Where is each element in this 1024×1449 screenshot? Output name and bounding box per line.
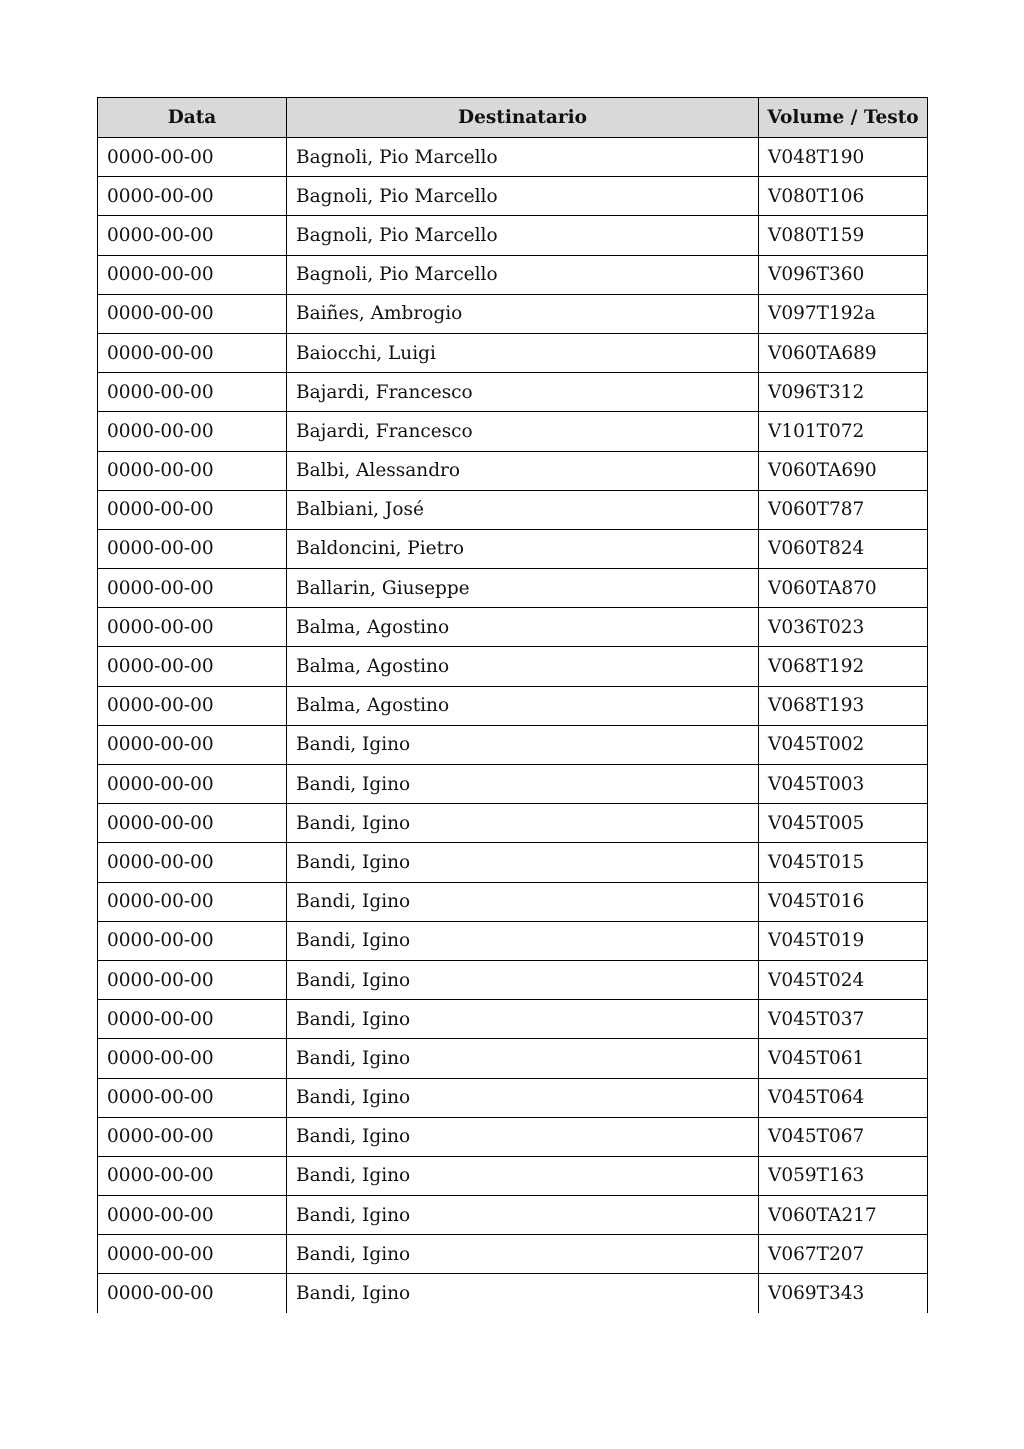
cell-volume-testo: V060T787 (759, 490, 928, 529)
cell-volume-testo: V060TA870 (759, 569, 928, 608)
table-row (98, 686, 928, 725)
cell-destinatario: Bajardi, Francesco (287, 412, 759, 451)
table-row (98, 451, 928, 490)
table-row (98, 843, 928, 882)
cell-destinatario: Balma, Agostino (287, 686, 759, 725)
cell-data: 0000-00-00 (98, 1078, 287, 1117)
table-row (98, 1235, 928, 1274)
cell-volume-testo: V059T163 (759, 1156, 928, 1195)
cell-data: 0000-00-00 (98, 1156, 287, 1195)
cell-volume-testo: V045T067 (759, 1117, 928, 1156)
cell-destinatario: Bandi, Igino (287, 843, 759, 882)
cell-destinatario: Bagnoli, Pio Marcello (287, 255, 759, 294)
cell-volume-testo: V096T312 (759, 373, 928, 412)
cell-volume-testo: V060TA690 (759, 451, 928, 490)
cell-data: 0000-00-00 (98, 177, 287, 216)
cell-volume-testo: V068T192 (759, 647, 928, 686)
cell-destinatario: Baiñes, Ambrogio (287, 294, 759, 333)
table-row (98, 490, 928, 529)
cell-destinatario: Bandi, Igino (287, 1039, 759, 1078)
cell-destinatario: Balma, Agostino (287, 647, 759, 686)
cell-destinatario: Bandi, Igino (287, 1156, 759, 1195)
cell-volume-testo: V060TA689 (759, 333, 928, 372)
cell-destinatario: Bandi, Igino (287, 725, 759, 764)
cell-destinatario: Bagnoli, Pio Marcello (287, 138, 759, 177)
cell-volume-testo: V045T005 (759, 804, 928, 843)
column-header-volume-testo: Volume / Testo (759, 98, 928, 138)
table-row (98, 1196, 928, 1235)
cell-destinatario: Bagnoli, Pio Marcello (287, 177, 759, 216)
table-row (98, 216, 928, 255)
table-row (98, 608, 928, 647)
table-row (98, 333, 928, 372)
cell-destinatario: Bandi, Igino (287, 765, 759, 804)
cell-destinatario: Baldoncini, Pietro (287, 529, 759, 568)
cell-destinatario: Bandi, Igino (287, 960, 759, 999)
table-row (98, 177, 928, 216)
cell-data: 0000-00-00 (98, 529, 287, 568)
cell-data: 0000-00-00 (98, 686, 287, 725)
cell-data: 0000-00-00 (98, 294, 287, 333)
cell-data: 0000-00-00 (98, 333, 287, 372)
cell-volume-testo: V045T061 (759, 1039, 928, 1078)
cell-data: 0000-00-00 (98, 921, 287, 960)
table-row (98, 1156, 928, 1195)
cell-data: 0000-00-00 (98, 804, 287, 843)
cell-volume-testo: V080T159 (759, 216, 928, 255)
letters-table (97, 97, 928, 1313)
cell-destinatario: Bandi, Igino (287, 804, 759, 843)
cell-destinatario: Balma, Agostino (287, 608, 759, 647)
cell-destinatario: Bandi, Igino (287, 1078, 759, 1117)
cell-destinatario: Bandi, Igino (287, 1274, 759, 1313)
cell-data: 0000-00-00 (98, 1274, 287, 1313)
cell-destinatario: Bandi, Igino (287, 1117, 759, 1156)
cell-destinatario: Bagnoli, Pio Marcello (287, 216, 759, 255)
table-row (98, 294, 928, 333)
cell-volume-testo: V068T193 (759, 686, 928, 725)
cell-volume-testo: V097T192a (759, 294, 928, 333)
cell-data: 0000-00-00 (98, 1039, 287, 1078)
cell-data: 0000-00-00 (98, 138, 287, 177)
table-row (98, 1039, 928, 1078)
cell-volume-testo: V060TA217 (759, 1196, 928, 1235)
cell-data: 0000-00-00 (98, 882, 287, 921)
cell-destinatario: Bandi, Igino (287, 1235, 759, 1274)
cell-destinatario: Balbiani, José (287, 490, 759, 529)
table-row (98, 1274, 928, 1313)
table-row (98, 921, 928, 960)
cell-volume-testo: V096T360 (759, 255, 928, 294)
table-row (98, 1117, 928, 1156)
table-row (98, 1000, 928, 1039)
cell-data: 0000-00-00 (98, 1000, 287, 1039)
cell-data: 0000-00-00 (98, 725, 287, 764)
cell-volume-testo: V080T106 (759, 177, 928, 216)
table-row (98, 569, 928, 608)
table-row (98, 647, 928, 686)
cell-data: 0000-00-00 (98, 1117, 287, 1156)
cell-destinatario: Bandi, Igino (287, 921, 759, 960)
cell-data: 0000-00-00 (98, 960, 287, 999)
cell-destinatario: Balbi, Alessandro (287, 451, 759, 490)
table-row (98, 412, 928, 451)
cell-data: 0000-00-00 (98, 412, 287, 451)
cell-volume-testo: V045T015 (759, 843, 928, 882)
cell-data: 0000-00-00 (98, 765, 287, 804)
cell-data: 0000-00-00 (98, 647, 287, 686)
cell-volume-testo: V045T016 (759, 882, 928, 921)
table-row (98, 255, 928, 294)
table-row (98, 138, 928, 177)
document-page (97, 97, 927, 1313)
cell-volume-testo: V045T002 (759, 725, 928, 764)
column-header-data: Data (98, 98, 287, 138)
table-row (98, 960, 928, 999)
cell-destinatario: Bajardi, Francesco (287, 373, 759, 412)
cell-data: 0000-00-00 (98, 569, 287, 608)
cell-volume-testo: V036T023 (759, 608, 928, 647)
cell-data: 0000-00-00 (98, 451, 287, 490)
column-header-destinatario: Destinatario (287, 98, 759, 138)
cell-data: 0000-00-00 (98, 490, 287, 529)
table-row (98, 529, 928, 568)
table-row (98, 882, 928, 921)
table-header-row (98, 98, 928, 138)
cell-data: 0000-00-00 (98, 608, 287, 647)
cell-volume-testo: V045T019 (759, 921, 928, 960)
cell-destinatario: Ballarin, Giuseppe (287, 569, 759, 608)
cell-volume-testo: V045T024 (759, 960, 928, 999)
cell-volume-testo: V101T072 (759, 412, 928, 451)
cell-volume-testo: V045T037 (759, 1000, 928, 1039)
cell-volume-testo: V067T207 (759, 1235, 928, 1274)
cell-volume-testo: V069T343 (759, 1274, 928, 1313)
cell-volume-testo: V048T190 (759, 138, 928, 177)
cell-volume-testo: V060T824 (759, 529, 928, 568)
cell-volume-testo: V045T003 (759, 765, 928, 804)
table-row (98, 725, 928, 764)
table-row (98, 765, 928, 804)
cell-destinatario: Baiocchi, Luigi (287, 333, 759, 372)
table-row (98, 804, 928, 843)
table-row (98, 1078, 928, 1117)
cell-data: 0000-00-00 (98, 216, 287, 255)
cell-data: 0000-00-00 (98, 843, 287, 882)
cell-data: 0000-00-00 (98, 255, 287, 294)
table-body (98, 138, 928, 1314)
cell-data: 0000-00-00 (98, 373, 287, 412)
table-row (98, 373, 928, 412)
cell-destinatario: Bandi, Igino (287, 1000, 759, 1039)
cell-destinatario: Bandi, Igino (287, 882, 759, 921)
cell-data: 0000-00-00 (98, 1196, 287, 1235)
cell-volume-testo: V045T064 (759, 1078, 928, 1117)
cell-data: 0000-00-00 (98, 1235, 287, 1274)
cell-destinatario: Bandi, Igino (287, 1196, 759, 1235)
